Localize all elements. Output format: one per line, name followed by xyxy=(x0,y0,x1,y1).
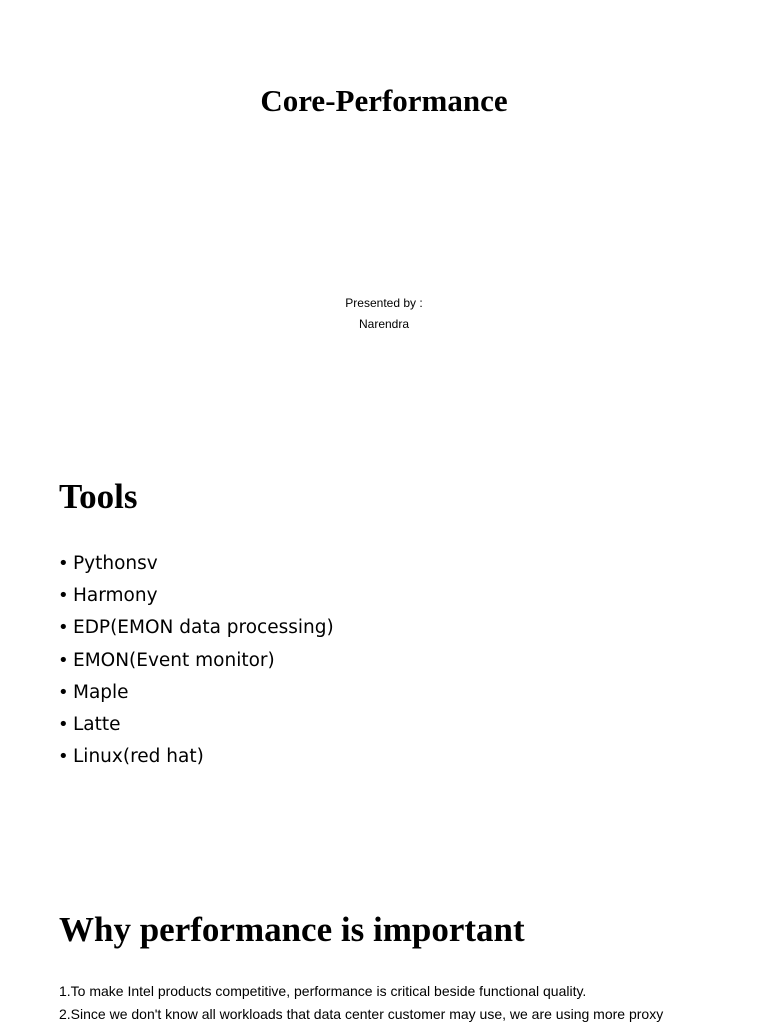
tools-list-item xyxy=(58,677,334,709)
title-slide xyxy=(0,0,768,432)
bullet-icon: • xyxy=(58,746,69,768)
why-performance-slide xyxy=(0,864,768,1024)
tool-label: EMON(Event monitor) xyxy=(73,649,275,671)
tools-list-item xyxy=(58,645,334,677)
tools-list-item xyxy=(58,709,334,741)
tools-slide xyxy=(0,432,768,864)
tools-list xyxy=(58,548,334,773)
tool-label: Linux(red hat) xyxy=(73,746,204,768)
why-point: 2.Since we don't know all workloads that data center customer may use, we are using more proxy xyxy=(59,1006,664,1022)
tool-label: Latte xyxy=(73,713,121,735)
tool-label: Maple xyxy=(73,681,129,703)
presented-by-label: Presented by : xyxy=(345,296,423,310)
bullet-icon: • xyxy=(58,649,69,671)
presenter-block xyxy=(0,293,768,335)
tool-label: Harmony xyxy=(73,585,158,607)
bullet-icon: • xyxy=(58,585,69,607)
why-point: 1.To make Intel products competitive, performance is critical beside functional quality. xyxy=(59,983,587,999)
why-performance-heading: Why performance is important xyxy=(59,910,525,949)
tools-list-item xyxy=(58,548,334,580)
why-points-list xyxy=(59,980,739,1024)
bullet-icon: • xyxy=(58,713,69,735)
tool-label: EDP(EMON data processing) xyxy=(73,617,334,639)
bullet-icon: • xyxy=(58,553,69,574)
tools-heading: Tools xyxy=(59,477,138,516)
tool-label: Pythonsv xyxy=(73,553,158,574)
tools-list-item xyxy=(58,612,334,644)
tools-list-item xyxy=(58,580,334,612)
bullet-icon: • xyxy=(58,681,69,703)
presenter-name: Narendra xyxy=(358,317,410,331)
presentation-title: Core-Performance xyxy=(260,83,508,118)
tools-list-item xyxy=(58,741,334,773)
bullet-icon: • xyxy=(58,617,69,639)
